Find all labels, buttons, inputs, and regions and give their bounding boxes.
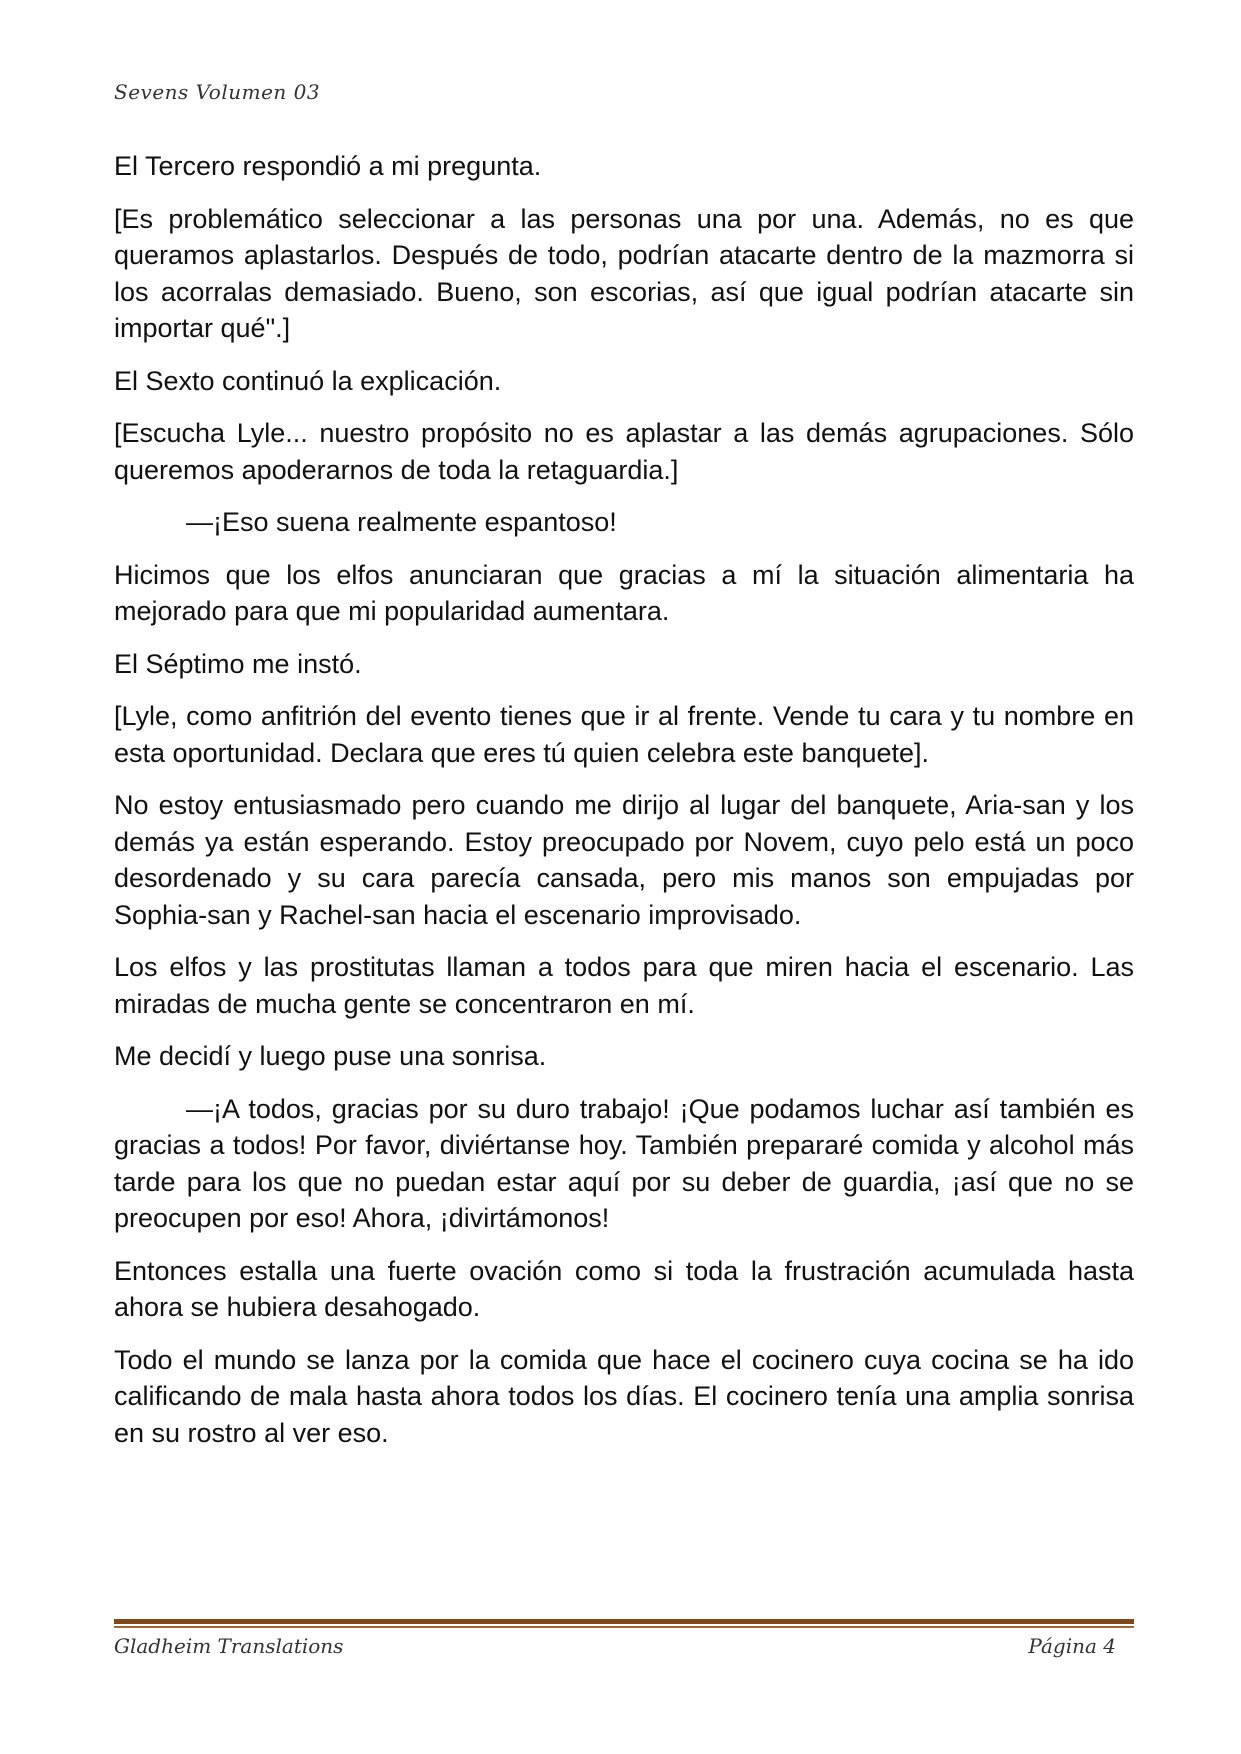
paragraph: El Séptimo me instó. bbox=[114, 648, 362, 679]
dialog-paragraph: —¡A todos, gracias por su duro trabajo! ¡Que podamos luchar así también es gracias a todos! Por favor, diviértanse hoy. También prepararé comida y alcohol más tarde para los que no puedan estar aquí por su deber de guardia, ¡así que no se preocupen por eso! Ahora, ¡divirtámonos! bbox=[114, 1093, 1134, 1233]
page-number: Página 4 bbox=[1028, 1634, 1116, 1658]
paragraph: [Es problemático seleccionar a las personas una por una. Además, no es que queramos aplastarlos. Después de todo, podrían atacarte dentro de la mazmorra si los acorralas demasiado. Bueno, son escorias, así que igual podrían atacarte sin importar qué".] bbox=[114, 203, 1134, 343]
paragraph: El Tercero respondió a mi pregunta. bbox=[114, 151, 542, 181]
footer-divider-thick bbox=[114, 1619, 1134, 1624]
footer-credit: Gladheim Translations bbox=[114, 1634, 344, 1658]
paragraph: El Sexto continuó la explicación. bbox=[114, 365, 502, 396]
document-body bbox=[114, 148, 1134, 1467]
paragraph: [Escucha Lyle... nuestro propósito no es aplastar a las demás agrupaciones. Sólo queremos apoderarnos de toda la retaguardia.] bbox=[114, 418, 1134, 485]
dialog-paragraph: —¡Eso suena realmente espantoso! bbox=[186, 507, 617, 537]
paragraph: Todo el mundo se lanza por la comida que hace el cocinero cuya cocina se ha ido calificando de mala hasta ahora todos los días. El cocinero tenía una amplia sonrisa en su rostro al ver eso. bbox=[114, 1344, 1134, 1448]
footer-divider-thin bbox=[114, 1626, 1134, 1628]
paragraph: Entonces estalla una fuerte ovación como si toda la frustración acumulada hasta ahora se hubiera desahogado. bbox=[114, 1255, 1134, 1322]
paragraph: Hicimos que los elfos anunciaran que gracias a mí la situación alimentaria ha mejorado para que mi popularidad aumentara. bbox=[114, 559, 1134, 626]
page-header-title: Sevens Volumen 03 bbox=[114, 80, 321, 104]
paragraph: Me decidí y luego puse una sonrisa. bbox=[114, 1041, 547, 1071]
paragraph: [Lyle, como anfitrión del evento tienes que ir al frente. Vende tu cara y tu nombre en esta oportunidad. Declara que eres tú quien celebra este banquete]. bbox=[114, 701, 1134, 768]
paragraph: Los elfos y las prostitutas llaman a todos para que miren hacia el escenario. Las miradas de mucha gente se concentraron en mí. bbox=[114, 952, 1134, 1019]
paragraph: No estoy entusiasmado pero cuando me dirijo al lugar del banquete, Aria-san y los demás ya están esperando. Estoy preocupado por Novem, cuyo pelo está un poco desordenado y su cara parecía cansada, pero mis manos son empujadas por Sophia-san y Rachel-san hacia el escenario improvisado. bbox=[114, 790, 1134, 930]
